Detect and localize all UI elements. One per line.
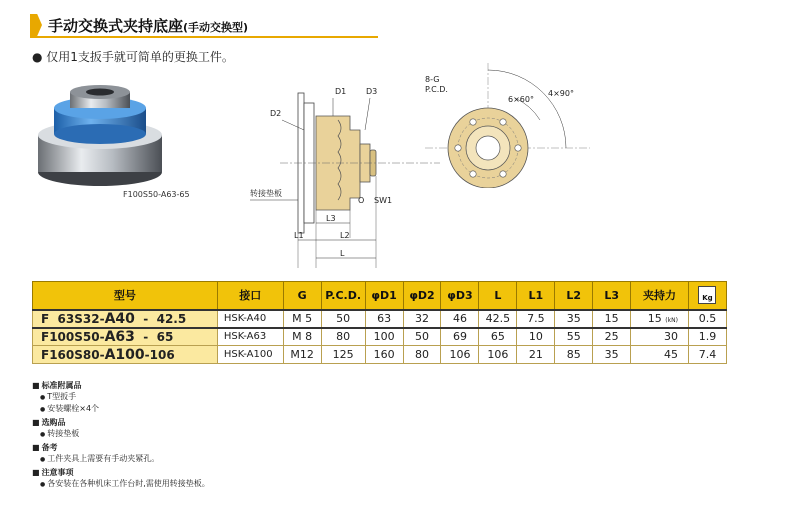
model-cell: F100S50-A63 - 65	[33, 328, 218, 346]
d1-cell: 160	[365, 346, 403, 364]
label-l3: L3	[326, 214, 336, 223]
col-model: 型号	[33, 282, 218, 310]
note-item: ● T型扳手	[32, 391, 210, 403]
title-marker-icon	[30, 14, 42, 36]
l-cell: 42.5	[479, 310, 517, 328]
l-cell: 65	[479, 328, 517, 346]
l3-cell: 35	[593, 346, 631, 364]
col-interface: 接口	[217, 282, 283, 310]
l3-cell: 15	[593, 310, 631, 328]
product-photo	[30, 80, 170, 190]
note-item: ● 安装螺栓×4个	[32, 403, 210, 415]
pcd-cell: 50	[321, 310, 365, 328]
d2-cell: 80	[403, 346, 441, 364]
g-cell: M12	[283, 346, 321, 364]
front-view-drawing	[420, 58, 595, 188]
note-heading-cautions: ■ 注意事项	[32, 467, 210, 478]
label-adapter-plate: 转接垫板	[250, 189, 282, 198]
page-subtitle: (手动交换型)	[183, 21, 249, 34]
label-angle-6x60: 6×60°	[508, 95, 534, 104]
col-d1: φD1	[365, 282, 403, 310]
note-item: ● 转接垫板	[32, 428, 210, 440]
note-heading-standard-accessories: ■ 标准附属品	[32, 380, 210, 391]
pcd-cell: 125	[321, 346, 365, 364]
spec-table	[32, 281, 727, 364]
col-d3: φD3	[441, 282, 479, 310]
label-l1: L1	[294, 231, 304, 240]
force-cell: 45	[631, 346, 689, 364]
pcd-cell: 80	[321, 328, 365, 346]
interface-cell: HSK-A63	[217, 328, 283, 346]
force-cell: 30	[631, 328, 689, 346]
label-l2: L2	[340, 231, 350, 240]
intro-text: ● 仅用1支扳手就可简单的更换工件。	[32, 50, 234, 64]
l3-cell: 25	[593, 328, 631, 346]
page-title: 手动交换式夹持底座(手动交换型)	[48, 17, 249, 35]
section-title-bar	[30, 12, 378, 38]
label-pcd: P.C.D.	[425, 85, 448, 94]
col-l: L	[479, 282, 517, 310]
interface-cell: HSK-A40	[217, 310, 283, 328]
table-row	[33, 310, 727, 328]
d1-cell: 100	[365, 328, 403, 346]
l2-cell: 35	[555, 310, 593, 328]
photo-caption: F100S50-A63-65	[123, 190, 190, 199]
col-g: G	[283, 282, 321, 310]
note-item: ● 工件夹具上需要有手动夹紧孔。	[32, 453, 210, 465]
force-cell: 15 (kN)	[631, 310, 689, 328]
l1-cell: 21	[517, 346, 555, 364]
weight-cell: 7.4	[688, 346, 726, 364]
g-cell: M 8	[283, 328, 321, 346]
col-l3: L3	[593, 282, 631, 310]
l-cell: 106	[479, 346, 517, 364]
label-sw1: SW1	[374, 196, 393, 205]
force-unit: (kN)	[665, 317, 678, 324]
label-l: L	[340, 249, 345, 258]
d1-cell: 63	[365, 310, 403, 328]
col-weight	[688, 282, 726, 310]
label-8g: 8-G	[425, 75, 440, 84]
col-pcd: P.C.D.	[321, 282, 365, 310]
table-row	[33, 328, 727, 346]
col-l2: L2	[555, 282, 593, 310]
col-d2: φD2	[403, 282, 441, 310]
table-row	[33, 346, 727, 364]
weight-cell: 0.5	[688, 310, 726, 328]
label-angle-4x90: 4×90°	[548, 89, 574, 98]
weight-cell: 1.9	[688, 328, 726, 346]
l1-cell: 10	[517, 328, 555, 346]
label-o: O	[358, 196, 365, 205]
label-d3: D3	[366, 87, 378, 96]
note-item: ● 各安装在各种机床工作台时,需使用转接垫板。	[32, 478, 210, 490]
note-heading-options: ■ 选购品	[32, 417, 210, 428]
model-cell: F160S80-A100-106	[33, 346, 218, 364]
col-clamp-force: 夹持力	[631, 282, 689, 310]
col-l1: L1	[517, 282, 555, 310]
l2-cell: 85	[555, 346, 593, 364]
interface-cell: HSK-A100	[217, 346, 283, 364]
label-d2: D2	[270, 109, 282, 118]
notes-section	[32, 378, 210, 490]
l2-cell: 55	[555, 328, 593, 346]
d2-cell: 50	[403, 328, 441, 346]
d3-cell: 106	[441, 346, 479, 364]
g-cell: M 5	[283, 310, 321, 328]
table-header-row	[33, 282, 727, 310]
l1-cell: 7.5	[517, 310, 555, 328]
model-cell: F 63S32-A40 - 42.5	[33, 310, 218, 328]
weight-scale-icon: Kg	[698, 286, 716, 304]
d2-cell: 32	[403, 310, 441, 328]
d3-cell: 69	[441, 328, 479, 346]
note-heading-remarks: ■ 备考	[32, 442, 210, 453]
label-d1: D1	[335, 87, 347, 96]
d3-cell: 46	[441, 310, 479, 328]
